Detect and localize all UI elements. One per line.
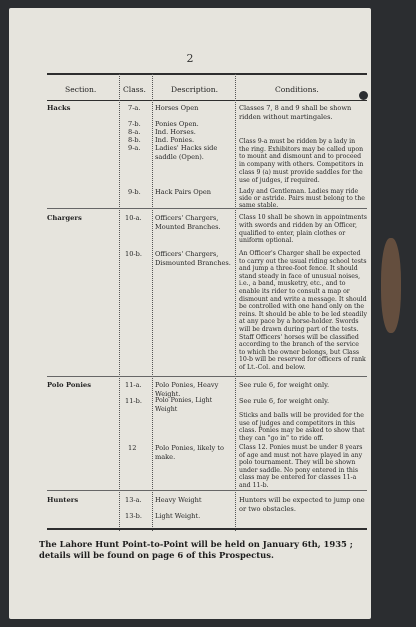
section-hacks: Hacks <box>47 104 71 112</box>
page-number: 2 <box>186 52 194 65</box>
column-divider <box>152 74 153 531</box>
table-top-rule <box>47 73 367 75</box>
conditions-cell: Hunters will be expected to jump one or two obstacles. <box>239 496 365 513</box>
class-cell: 11-a. <box>125 381 142 389</box>
paper-stain <box>381 238 401 333</box>
conditions-cell: See rule 6, for weight only. <box>239 397 330 405</box>
column-divider <box>119 74 120 531</box>
description-cell: Ponies Open. <box>155 120 199 128</box>
header-description: Description. <box>171 85 219 94</box>
description-cell: Light Weight. <box>155 512 201 520</box>
description-cell: Hack Pairs Open <box>155 188 212 196</box>
section-polo-ponies: Polo Ponies <box>47 381 92 389</box>
conditions-cell: Class 12. Ponies must be under 8 years of age and must not have played in any polo tournament. They will be shown under saddle. No pony entered in this class may be entered for classes 11-a and 11-b. <box>239 444 363 489</box>
footer-note: The Lahore Hunt Point-to-Point will be held on January 6th, 1935 ; details will be found on page 6 of this Prospectus. <box>39 539 353 560</box>
description-cell: Polo Ponies, Heavy Weight. <box>155 381 219 398</box>
class-cell: 10-a. <box>125 214 142 222</box>
section-separator <box>47 376 367 377</box>
section-chargers: Chargers <box>47 214 82 222</box>
class-cell: 8-b. <box>128 136 141 144</box>
document-page <box>9 8 371 619</box>
description-cell: Polo Ponies, Light Weight <box>155 397 213 413</box>
description-cell: Officers' Chargers, Dismounted Branches. <box>155 250 231 267</box>
description-cell: Ind. Ponies. <box>155 136 195 144</box>
column-divider <box>235 74 236 531</box>
conditions-cell: Sticks and balls will be provided for the use of judges and competitors in this class. Ponies may be asked to show that they can "go in" to ride off. <box>239 412 365 442</box>
class-cell: 10-b. <box>125 250 142 258</box>
class-cell: 13-b. <box>125 512 142 520</box>
description-cell: Heavy Weight <box>155 496 202 504</box>
table-bottom-rule <box>47 528 367 530</box>
torn-corner <box>373 70 389 114</box>
header-conditions: Conditions. <box>275 85 319 94</box>
description-cell: Ladies' Hacks side saddle (Open). <box>155 144 218 161</box>
class-cell: 9-b. <box>128 188 141 196</box>
section-hunters: Hunters <box>47 496 79 504</box>
conditions-cell: Class 10 shall be shown in appointments with swords and ridden by an Officer, qualified to enter, plain clothes or uniform optional. <box>239 214 367 245</box>
header-bottom-rule <box>47 100 367 101</box>
class-cell: 13-a. <box>125 496 142 504</box>
description-cell: Polo Ponies, likely to make. <box>155 444 224 461</box>
class-cell: 12 <box>128 444 137 452</box>
class-cell: 7-a. <box>128 104 141 112</box>
header-class: Class. <box>123 85 146 94</box>
description-cell: Ind. Horses. <box>155 128 196 136</box>
conditions-cell: An Officer's Charger shall be expected to carry out the usual riding school tests and jump a three-foot fence. It should stand steady in face of unusual noises, i.e., a band, musketry, etc., and to enable its rider to consult a map or dismount and write a message. It should be controlled with one hand only on the reins. It should be able to be led steadily at any pace by a horse-holder. Swords will be drawn during part of the tests. Staff Officers' horses will be classified according to the branch of the service to which the owner belongs, but Class 10-b will be reserved for officers of rank of Lt.-Col. and below. <box>239 250 367 371</box>
class-cell: 9-a. <box>128 144 141 152</box>
description-cell: Horses Open <box>155 104 199 112</box>
class-cell: 8-a. <box>128 128 141 136</box>
header-section: Section. <box>65 85 97 94</box>
description-cell: Officers' Chargers, Mounted Branches. <box>155 214 221 231</box>
conditions-cell: See rule 6, for weight only. <box>239 381 330 389</box>
section-separator <box>47 490 367 491</box>
conditions-cell: Classes 7, 8 and 9 shall be shown ridden without martingales. <box>239 104 352 121</box>
conditions-cell: Class 9-a must be ridden by a lady in the ring. Exhibitors may be called upon to mount and dismount and to proceed in company with others. Competitors in class 9 (a) must provide saddles for the use of judges, if required. <box>239 138 364 184</box>
class-cell: 7-b. <box>128 120 141 128</box>
conditions-cell: Lady and Gentleman. Ladies may ride side or astride. Pairs must belong to the same stable. <box>239 188 365 210</box>
class-cell: 11-b. <box>125 397 142 405</box>
punch-hole <box>359 91 368 100</box>
